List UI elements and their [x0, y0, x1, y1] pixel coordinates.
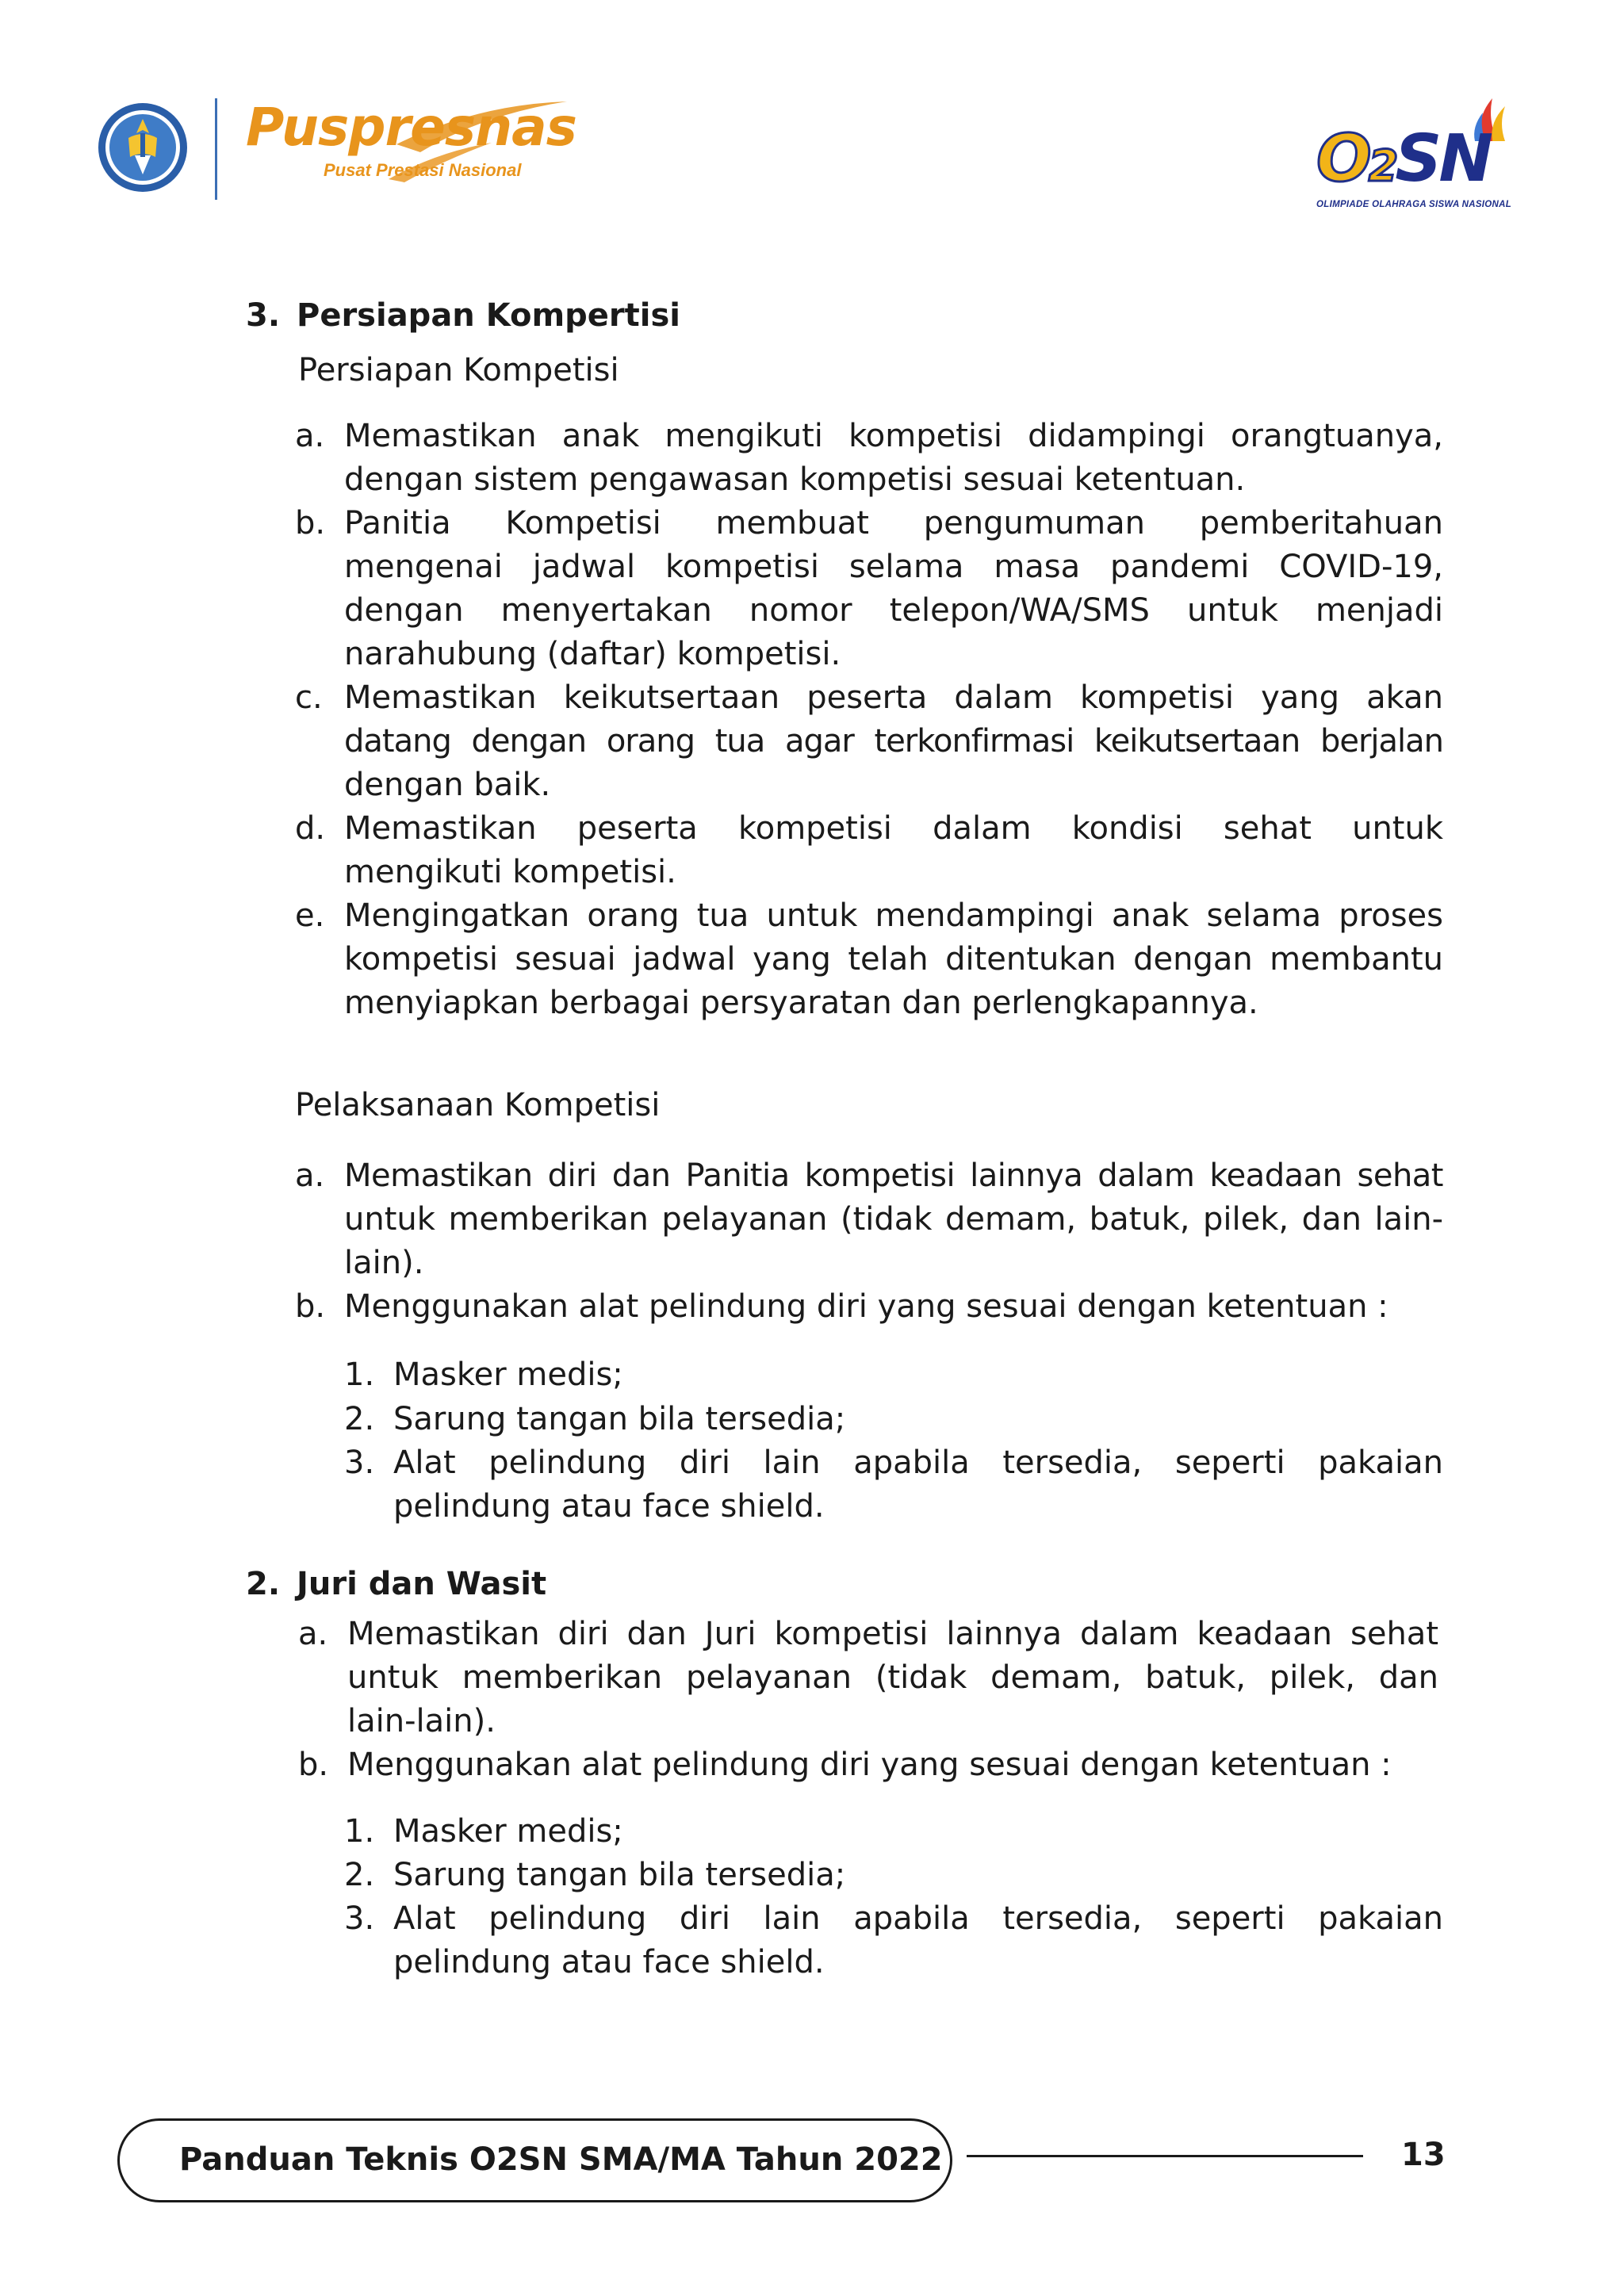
puspresnas-subtitle: Pusat Prestasi Nasional [324, 160, 522, 180]
sub-list-item-text [393, 1398, 1443, 1441]
text-line: dengan baik. [344, 767, 551, 803]
text-line: kompetisi sesuai jadwal yang telah ditentukan dengan membantu [344, 941, 1443, 978]
list-item-label: a. [295, 1158, 325, 1194]
text-line: lain-lain). [347, 1703, 496, 1739]
list-item-label: b. [295, 505, 326, 541]
text-line: dengan menyertakan nomor telepon/WA/SMS untuk menjadi [344, 592, 1443, 629]
sub-list-item-text [393, 1441, 1443, 1529]
text-line: Sarung tangan bila tersedia; [393, 1401, 846, 1437]
list-item-text [344, 676, 1443, 807]
o2sn-letter-o: O [1316, 121, 1369, 197]
text-line: Masker medis; [393, 1813, 623, 1850]
sub-list-item-text [393, 1353, 1443, 1397]
list-item-label: d. [295, 810, 326, 847]
header-separator [215, 98, 217, 200]
text-line: dengan sistem pengawasan kompetisi sesuai ketentuan. [344, 461, 1246, 498]
text-line: mengenai jadwal kompetisi selama masa pandemi COVID-19, [344, 549, 1443, 585]
page-header [0, 0, 1624, 238]
text-line: untuk memberikan pelayanan (tidak demam, batuk, pilek, dan [347, 1659, 1438, 1696]
text-line: Memastikan keikutsertaan peserta dalam kompetisi yang akan [344, 679, 1443, 716]
section-number: 3. [246, 297, 281, 334]
section-number: 2. [246, 1566, 281, 1602]
list-item-text [344, 1285, 1443, 1329]
sub-list-item-text [393, 1854, 1443, 1897]
subsection-title: Pelaksanaan Kompetisi [295, 1087, 661, 1123]
footer-rule [967, 2155, 1363, 2157]
text-line: Panitia Kompetisi membuat pengumuman pemberitahuan [344, 505, 1443, 541]
o2sn-wordmark [1316, 121, 1490, 197]
tut-wuri-handayani-emblem-icon [97, 101, 189, 193]
list-item-label: a. [298, 1616, 328, 1652]
sub-list-item-label: 3. [344, 1445, 375, 1481]
puspresnas-wordmark: Puspresnas [246, 97, 576, 158]
list-item-text [344, 894, 1443, 1025]
subsection-title: Persiapan Kompetisi [298, 352, 619, 388]
sub-list-item-text [393, 1897, 1443, 1984]
text-line: Alat pelindung diri lain apabila tersedia, seperti pakaian [393, 1445, 1443, 1481]
text-line: pelindung atau face shield. [393, 1488, 825, 1525]
text-line: lain). [344, 1245, 424, 1281]
text-line: menyiapkan berbagai persyaratan dan perlengkapannya. [344, 985, 1258, 1021]
text-line: Masker medis; [393, 1357, 623, 1393]
sub-list-item-text [393, 1810, 1443, 1854]
sub-list-item-label: 3. [344, 1900, 375, 1937]
text-line: datang dengan orang tua agar terkonfirmasi keikutsertaan berjalan [344, 723, 1443, 760]
text-line: Menggunakan alat pelindung diri yang sesuai dengan ketentuan : [344, 1288, 1388, 1325]
list-item-label: a. [295, 418, 325, 454]
text-line: Mengingatkan orang tua untuk mendampingi anak selama proses [344, 897, 1443, 934]
text-line: Memastikan peserta kompetisi dalam kondisi sehat untuk [344, 810, 1443, 847]
list-item-text [344, 415, 1443, 502]
list-item-label: c. [295, 679, 323, 716]
text-line: Memastikan diri dan Panitia kompetisi lainnya dalam keadaan sehat [344, 1158, 1443, 1194]
sub-list-item-label: 1. [344, 1813, 375, 1850]
o2sn-letters-sn: SN [1395, 121, 1490, 197]
text-line: Memastikan anak mengikuti kompetisi didampingi orangtuanya, [344, 418, 1443, 454]
list-item-text [344, 1154, 1443, 1285]
text-line: Sarung tangan bila tersedia; [393, 1857, 846, 1893]
text-line: narahubung (daftar) kompetisi. [344, 636, 841, 672]
o2sn-tagline: OLIMPIADE OLAHRAGA SISWA NASIONAL [1316, 200, 1512, 209]
puspresnas-logo [246, 97, 579, 189]
text-line: Menggunakan alat pelindung diri yang sesuai dengan ketentuan : [347, 1747, 1392, 1783]
page-number: 13 [1401, 2137, 1446, 2173]
list-item-text [344, 502, 1443, 676]
o2sn-logo [1300, 95, 1538, 214]
text-line: Memastikan diri dan Juri kompetisi lainnya dalam keadaan sehat [347, 1616, 1438, 1652]
text-line: mengikuti kompetisi. [344, 854, 676, 890]
text-line: pelindung atau face shield. [393, 1944, 825, 1980]
sub-list-item-label: 1. [344, 1357, 375, 1393]
list-item-label: e. [295, 897, 325, 934]
list-item-text [347, 1743, 1438, 1787]
text-line: untuk memberikan pelayanan (tidak demam, batuk, pilek, dan lain- [344, 1201, 1443, 1238]
list-item-text [347, 1613, 1438, 1743]
list-item-text [344, 807, 1443, 894]
section-title: Juri dan Wasit [297, 1566, 547, 1602]
sub-list-item-label: 2. [344, 1857, 375, 1893]
sub-list-item-label: 2. [344, 1401, 375, 1437]
footer-title: Panduan Teknis O2SN SMA/MA Tahun 2022 [179, 2141, 943, 2178]
list-item-label: b. [295, 1288, 326, 1325]
section-title: Persiapan Kompertisi [297, 297, 681, 334]
list-item-label: b. [298, 1747, 329, 1783]
text-line: Alat pelindung diri lain apabila tersedia, seperti pakaian [393, 1900, 1443, 1937]
o2sn-digit-2: 2 [1368, 141, 1396, 191]
